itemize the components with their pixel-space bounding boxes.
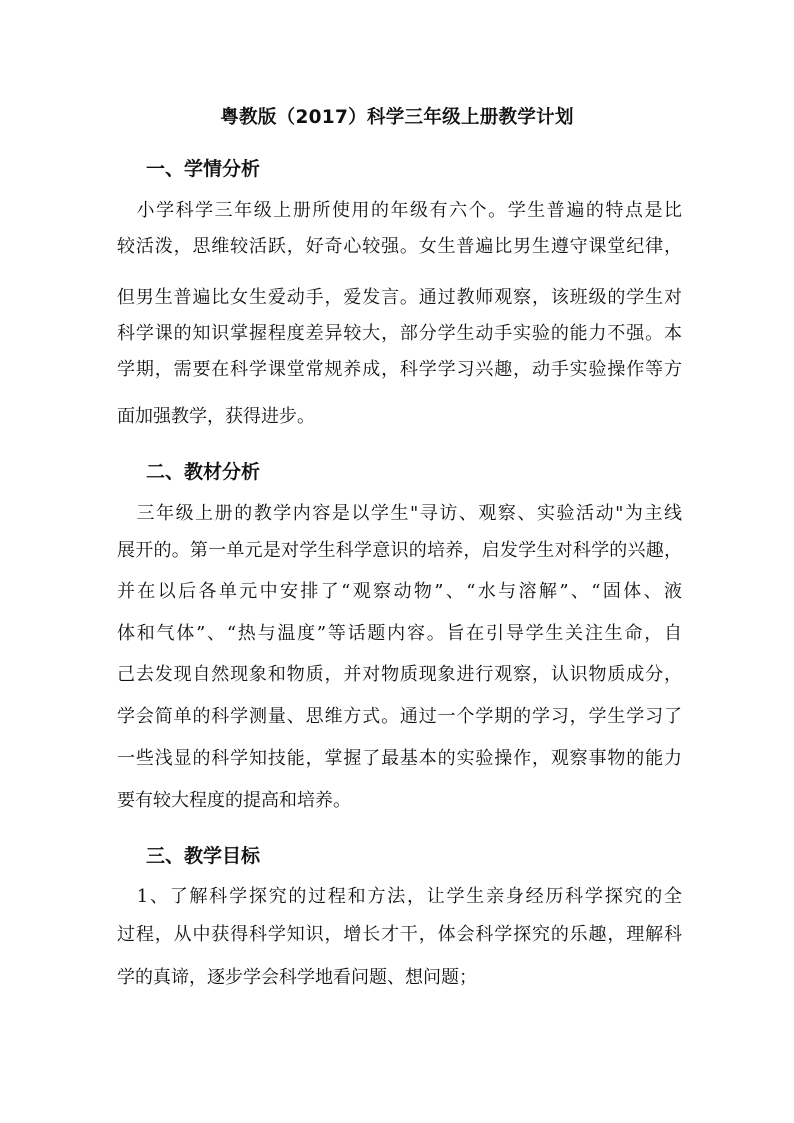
paragraph-line: 过程，从中获得科学知识，增长才干，体会科学探究的乐趣，理解科	[117, 924, 682, 945]
paragraph-line: 较活泼，思维较活跃，好奇心较强。女生普遍比男生遵守课堂纪律，	[117, 236, 682, 257]
paragraph-line: 小学科学三年级上册所使用的年级有六个。学生普遍的特点是比	[117, 200, 682, 221]
paragraph-line: 三年级上册的教学内容是以学生"寻访、观察、实验活动"为主线	[117, 503, 682, 524]
paragraph-line: 学会简单的科学测量、思维方式。通过一个学期的学习，学生学习了	[117, 706, 682, 727]
paragraph-line: 但男生普遍比女生爱动手，爱发言。通过教师观察，该班级的学生对	[117, 287, 682, 308]
paragraph-line: 体和气体”、“热与温度”等话题内容。旨在引导学生关注生命，自	[117, 623, 682, 644]
paragraph-line: 要有较大程度的提高和培养。	[117, 790, 351, 811]
paragraph-line: 科学课的知识掌握程度差异较大，部分学生动手实验的能力不强。本	[117, 323, 682, 344]
paragraph-line: 1、了解科学探究的过程和方法，让学生亲身经历科学探究的全	[117, 886, 682, 907]
paragraph-line: 学的真谛，逐步学会科学地看问题、想问题；	[117, 967, 477, 988]
paragraph-line: 展开的。第一单元是对学生科学意识的培养，启发学生对科学的兴趣，	[117, 540, 682, 561]
section-heading-teaching-goals: 三、教学目标	[146, 845, 261, 867]
section-heading-learning-analysis: 一、学情分析	[146, 158, 261, 180]
paragraph-line: 学期，需要在科学课堂常规养成，科学学习兴趣，动手实验操作等方	[117, 359, 682, 380]
paragraph-line: 一些浅显的科学知技能，掌握了最基本的实验操作，观察事物的能力	[117, 748, 682, 769]
paragraph-line: 并在以后各单元中安排了“观察动物”、“水与溶解”、“固体、液	[117, 581, 682, 602]
paragraph-line: 面加强教学，获得进步。	[117, 406, 315, 427]
section-heading-textbook-analysis: 二、教材分析	[146, 461, 261, 483]
document-title: 粤教版（2017）科学三年级上册教学计划	[220, 107, 574, 128]
paragraph-line: 己去发现自然现象和物质，并对物质现象进行观察，认识物质成分，	[117, 664, 682, 685]
